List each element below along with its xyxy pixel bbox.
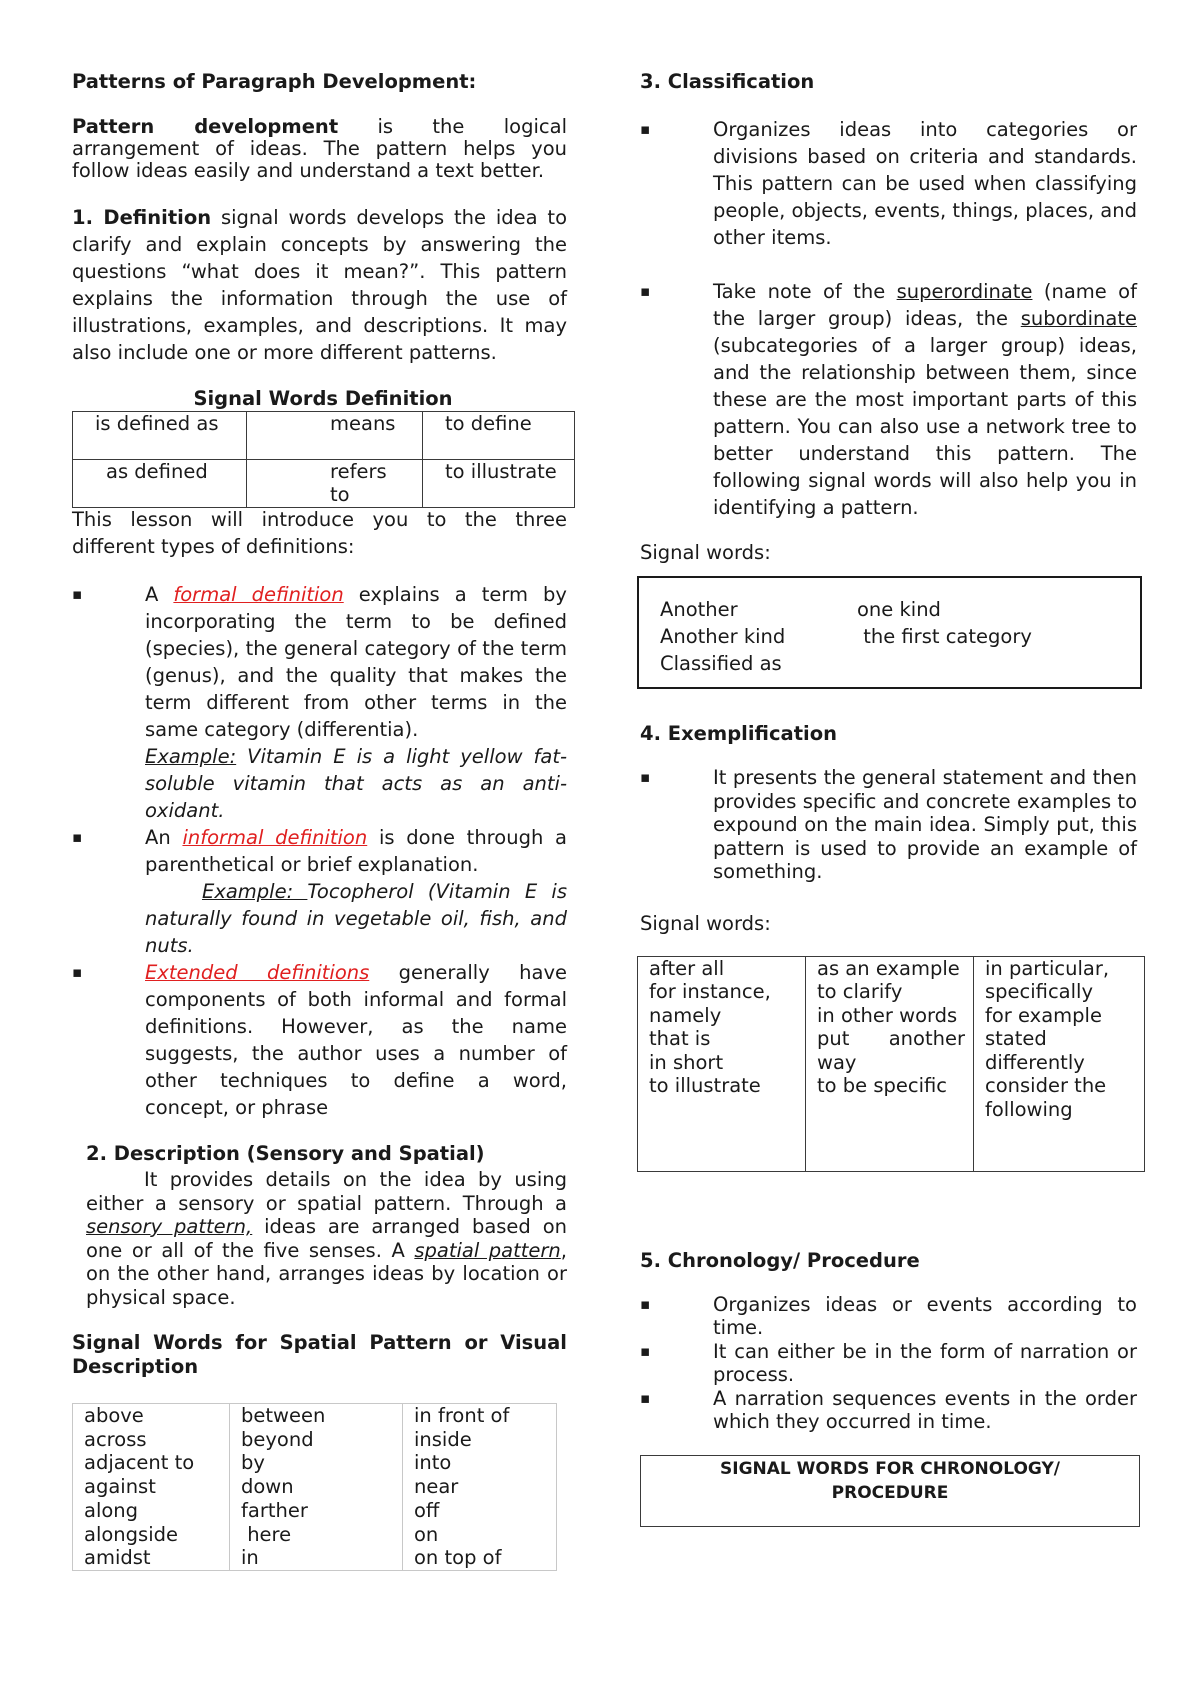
example-text: Tocopherol (Vitamin E is naturally found in vegetable oil, fish, and nuts. xyxy=(145,880,567,957)
exemplification-signal-table xyxy=(637,956,1145,1172)
formal-definition-term: formal definition xyxy=(173,583,344,606)
classification-list xyxy=(640,116,1137,521)
classification-signal-label: Signal words: xyxy=(640,541,771,564)
list-item: ▪ It presents the general statement and then provides specific and concrete examples to expound on the main idea. Simply put, this pattern is used to provide an example of something. xyxy=(640,766,1137,884)
signal-word: beyond xyxy=(241,1427,314,1451)
exemplification-col-1 xyxy=(638,956,806,1171)
definition-text: signal words develops the idea to clarify and explain concepts by answering the questions “what does it mean?”. This pattern explains the information through the use of illustrations, examples, and descriptions. It may also include one or more different patterns. xyxy=(72,206,567,364)
intro-term: Pattern development xyxy=(72,115,339,138)
table-cell: is defined as xyxy=(73,412,247,460)
table-cell: to define xyxy=(423,412,575,460)
list-item xyxy=(72,581,567,824)
spatial-signal-table xyxy=(72,1403,557,1571)
table-cell: means xyxy=(247,412,423,460)
definition-table-caption: Signal Words Definition xyxy=(193,387,453,410)
description-text: , on the other hand, arranges ideas by location or physical space. xyxy=(86,1238,567,1309)
definitions-intro: This lesson will introduce you to the three different types of definitions: xyxy=(72,508,567,558)
spatial-pattern-term: spatial pattern xyxy=(414,1238,561,1262)
signal-word: against xyxy=(84,1475,156,1499)
signal-word: differently xyxy=(985,1050,1085,1074)
exemplification-list xyxy=(640,766,1137,884)
signal-word: one kind xyxy=(857,598,941,621)
signal-word: put another way xyxy=(817,1027,972,1074)
signal-word: to be specific xyxy=(817,1074,948,1097)
signal-word: in short xyxy=(649,1050,724,1074)
definition-heading: 1. Definition xyxy=(72,206,212,229)
signal-word: off xyxy=(414,1498,440,1522)
list-item: ▪ Organizes ideas or events according to time. xyxy=(640,1293,1137,1340)
signal-word: for example xyxy=(985,1003,1102,1027)
signal-word: after all xyxy=(649,956,725,980)
exemplification-signal-label: Signal words: xyxy=(640,911,771,935)
chronology-heading: 5. Chronology/ Procedure xyxy=(640,1248,920,1272)
informal-definition-term: informal definition xyxy=(182,826,368,849)
left-column xyxy=(72,70,567,1571)
signal-word: between xyxy=(241,1404,326,1427)
description-text: It provides details on the idea by using either a sensory or spatial pattern. Through a xyxy=(86,1168,567,1215)
signal-word: in front of xyxy=(414,1404,510,1427)
list-item: ▪ It can either be in the form of narration or process. xyxy=(640,1340,1137,1387)
intro-paragraph xyxy=(72,116,567,182)
signal-word: that is xyxy=(649,1027,711,1050)
exemplification-heading: 4. Exemplification xyxy=(640,722,837,745)
signal-word: on top of xyxy=(414,1546,502,1570)
spatial-col-2 xyxy=(230,1404,403,1571)
signal-word: as an example xyxy=(817,956,960,980)
signal-word: Classified as xyxy=(660,652,782,675)
list-item: ▪ A narration sequences events in the order which they occurred in time. xyxy=(640,1387,1137,1434)
intro-text: is the logical arrangement of ideas. The pattern helps you follow ideas easily and understand a text better. xyxy=(72,115,567,182)
signal-word: consider the following xyxy=(985,1074,1113,1121)
table-row xyxy=(73,412,575,460)
sensory-pattern-term: sensory pattern, xyxy=(86,1215,253,1238)
bullet-text: generally have components of both informal and formal definitions. However, as the name suggests, the author uses a number of other techniques to define a word, concept, or phrase xyxy=(145,961,567,1119)
signal-word: along xyxy=(84,1498,139,1522)
page-title: Patterns of Paragraph Development: xyxy=(72,70,477,93)
classification-signal-box xyxy=(637,576,1142,689)
signal-word: in other words xyxy=(817,1003,958,1027)
signal-word: inside xyxy=(414,1427,472,1451)
signal-word: across xyxy=(84,1427,147,1451)
signal-word: specifically xyxy=(985,980,1094,1003)
signal-word: for instance, xyxy=(649,980,771,1003)
example-label: Example: xyxy=(145,745,237,768)
list-item xyxy=(72,959,567,1121)
definition-table-block xyxy=(72,386,574,508)
bullet-text: (subcategories of a larger group) ideas, and the relationship between them, since these are the most important parts of this pattern. You can also use a network tree to better understand this pattern. The following signal words will also help you in identifying a pattern. xyxy=(713,334,1137,519)
spatial-col-3 xyxy=(403,1404,557,1571)
list-item xyxy=(640,278,1137,521)
signal-word: down xyxy=(241,1475,294,1499)
description-section xyxy=(72,1141,567,1309)
classification-heading: 3. Classification xyxy=(640,70,815,93)
signal-word: farther xyxy=(241,1498,308,1522)
list-item: ▪ Organizes ideas into categories or divisions based on criteria and standards. This pattern can be used when classifying people, objects, events, things, places, and other items. xyxy=(640,116,1137,251)
signal-word: namely xyxy=(649,1003,722,1027)
signal-word: adjacent to xyxy=(84,1451,195,1475)
bullet-text: is done through a parenthetical or brief explanation. xyxy=(145,826,567,876)
table-row xyxy=(73,460,575,508)
table-cell: as defined xyxy=(73,460,247,508)
classification-box-col-2 xyxy=(857,596,1032,650)
bullet-text: (name of the larger group) ideas, the xyxy=(713,280,1137,330)
signal-word: to illustrate xyxy=(649,1074,761,1097)
list-item xyxy=(72,824,567,959)
extended-definitions-term: Extended definitions xyxy=(145,961,370,984)
bullet-text: explains a term by incorporating the term to be defined (species), the general category of the term (genus), and the quality that makes the term different from other terms in the same category (differentia). xyxy=(145,583,567,741)
spatial-signal-heading: Signal Words for Spatial Pattern or Visual Description xyxy=(72,1331,567,1378)
table-cell: refers to xyxy=(247,460,423,508)
signal-word: alongside xyxy=(84,1522,178,1546)
chronology-list xyxy=(640,1293,1137,1434)
exemplification-col-3 xyxy=(974,956,1145,1171)
signal-word: stated xyxy=(985,1027,1047,1050)
superordinate-term: superordinate xyxy=(896,280,1033,303)
chronology-signal-box: SIGNAL WORDS FOR CHRONOLOGY/ PROCEDURE xyxy=(640,1455,1140,1527)
bullet-text: A xyxy=(145,583,174,606)
example-label: Example: xyxy=(202,880,308,903)
table-cell: to illustrate xyxy=(423,460,575,508)
description-text: ideas are arranged based on one or all of the five senses. A xyxy=(86,1215,567,1262)
bullet-text: An xyxy=(145,826,183,849)
signal-word: above xyxy=(84,1404,144,1427)
signal-word: here xyxy=(241,1522,292,1546)
description-paragraph xyxy=(86,1168,567,1309)
exemplification-col-2 xyxy=(806,956,974,1171)
subordinate-term: subordinate xyxy=(1020,307,1137,330)
definition-table xyxy=(72,411,575,508)
right-column xyxy=(640,70,1137,1527)
signal-word: to clarify xyxy=(817,980,903,1003)
signal-word: Another kind xyxy=(660,625,786,648)
definition-paragraph xyxy=(72,204,567,366)
signal-word: by xyxy=(241,1451,265,1475)
spatial-col-1 xyxy=(73,1404,230,1571)
example-text: Vitamin E is a light yellow fat-soluble vitamin that acts as an anti-oxidant. xyxy=(145,745,567,822)
signal-word: the first category xyxy=(857,625,1032,648)
definition-types-list xyxy=(72,581,567,1121)
bullet-text: Take note of the xyxy=(713,280,897,303)
signal-word: Another xyxy=(660,598,738,621)
signal-word: amidst xyxy=(84,1546,151,1570)
signal-word: on xyxy=(414,1522,439,1546)
classification-box-col-1 xyxy=(660,596,785,677)
signal-word: into xyxy=(414,1451,452,1475)
signal-word: in xyxy=(241,1546,259,1570)
signal-word: in particular, xyxy=(985,956,1110,980)
signal-word: near xyxy=(414,1475,459,1499)
example-line xyxy=(145,745,567,822)
description-heading: 2. Description (Sensory and Spatial) xyxy=(86,1142,485,1165)
example-line xyxy=(145,878,567,959)
